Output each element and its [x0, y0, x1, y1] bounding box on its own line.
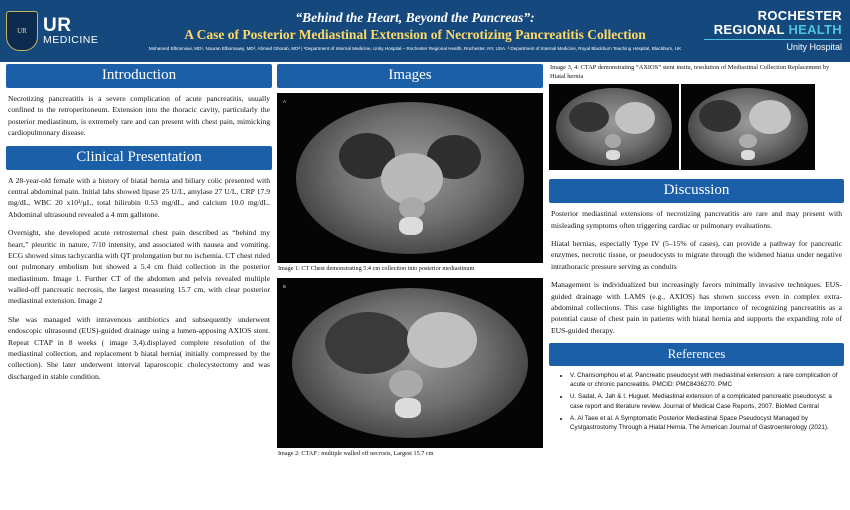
ur-wordmark-line1: UR — [43, 14, 72, 36]
discussion-paragraph-1: Posterior mediastinal extensions of necrotizing pancreatitis are rare and may present with misleading symptoms often triggering cardiac or pulmonary evaluations. — [551, 209, 842, 230]
ur-medicine-logo — [6, 5, 138, 57]
poster-header — [0, 0, 850, 62]
section-heading-references: References — [549, 343, 844, 366]
ct-image-4 — [681, 84, 815, 170]
poster-authors: Mohamed Elbonnawi, MD¹, Nouran Elbonnawy, MD², Ahmed Ghorab, MD² | ¹Department of Internal Medicine, Unity Hospital – Rochester Regional Health, Rochester, NY, USA. ² Department of Internal Medicine, Royal Blackburn Teaching Hospital, Blackburn, UK — [148, 45, 682, 51]
header-title-block — [138, 10, 692, 52]
ct-images-3-4-row — [549, 84, 844, 170]
poster-title-quote: “Behind the Heart, Beyond the Pancreas”: — [295, 9, 535, 25]
discussion-paragraph-2: Hiatal hernias, especially Type IV (5–15% of cases), can provide a pathway for pancreatic enzymes, necrotic tissue, or pseudocysts to migrate through the widened hiatus under negative intrathoracic pressure serving as conduits — [551, 239, 842, 271]
ur-wordmark-line2: MEDICINE — [43, 34, 99, 47]
poster-title-main: A Case of Posterior Mediastinal Extension of Necrotizing Pancreatitis Collection — [184, 26, 646, 42]
section-heading-discussion: Discussion — [549, 179, 844, 203]
caption-images-3-4: Image 3, 4: CTAP demonstrating “AXIOS” stent insitu, resolution of Mediastinal Collection Replacement by Hiatal hernia — [550, 64, 830, 80]
rrh-line1: ROCHESTER — [757, 8, 842, 24]
references-list — [561, 371, 840, 432]
section-heading-images: Images — [277, 64, 543, 88]
introduction-body: Necrotizing pancreatitis is a severe complication of acute pancreatitis, usually confined to the retroperitoneum. Extension into the thoracic cavity, particularly the posterior mediastinum, is extremely rare and can present with chest pain, mimicking cardiopulmonary disease. — [8, 94, 270, 138]
rrh-line3-text: HEALTH — [788, 22, 842, 38]
caption-image-2: Image 2: CTAP : multiple walled off necrosis, Largest 15.7 cm — [278, 450, 434, 457]
ur-wordmark — [43, 16, 98, 47]
column-right — [549, 64, 844, 435]
ct-image-1: A — [277, 93, 543, 263]
clinical-presentation-paragraph-2: Overnight, she developed acute retrosternal chest pain described as “behind my heart,” pleuritic in nature, 7/10 intensity, and associated with nausea and vomiting. ECG showed sinus tachycardia with QT prolongation but no ischemia. CT chest ruled out pulmonary embolism but showed a 5.4 cm fluid collection in the posterior mediastinum. Image 1. Further CT of the abdomen and pelvis revealed multiple walled-off pancreatic necrosis, the largest measuring 15.7 cm, with clear posterior mediastinal extension. Image 2 — [8, 228, 270, 306]
rrh-divider — [704, 39, 842, 40]
reference-item: • U. Sadat, A. Jah & I. Huguet. Mediastinal extension of a complicated pancreatic pseudocyst: a case report and literature review. Journal of Medical Case Reports, 2007. BioMed Central — [570, 392, 840, 410]
reference-item: • V. Chansomphou et al. Pancreatic pseudocyst with mediastinal extension: a rare complication of acute or chronic pancreatitis. PMCID: PMC8436270. PMC — [570, 371, 840, 389]
rrh-line2 — [692, 23, 842, 37]
ct-image-3 — [549, 84, 679, 170]
reference-item: • A. Al Taee et al. A Symptomatic Posterior Mediastinal Space Pseudocyst Managed by Cystgastrostomy Through a Hiatal Hernia. The American Journal of Gastroenterology (2021). — [570, 414, 840, 432]
ct-image-2: B — [277, 278, 543, 448]
section-heading-introduction: Introduction — [6, 64, 272, 88]
column-left — [6, 64, 272, 389]
caption-image-1: Image 1: CT Chest demonstrating 5.4 cm collection into posterior mediastinum — [278, 265, 475, 272]
ur-shield-icon — [6, 11, 38, 51]
discussion-paragraph-3: Management is individualized but increasingly favors minimally invasive techniques. EUS-guided drainage with LAMS (e.g., AXIOS) has shown success even in complex extra-abdominal collections. This case highlights the importance of recognizing pancreatitis as a potential cause of chest pain in patients with hiatal hernia and supports the expanding role of EUS-guided therapy. — [551, 280, 842, 335]
clinical-presentation-paragraph-3: She was managed with intravenous antibiotics and subsequently underwent endoscopic ultrasound (EUS)-guided drainage using a lumen-apposing AXIOS stent. Repeat CTAP in 8 weeks ( image 3,4).displayed complete resolution of the mediastinal collection, and replacement b hiatal hernia( initially compressed by the collection). She later underwent interval laparoscopic cholecystectomy and was discharged in stable condition. — [8, 314, 270, 381]
section-heading-clinical-presentation: Clinical Presentation — [6, 146, 272, 170]
clinical-presentation-paragraph-1: A 28-year-old female with a history of hiatal hernia and biliary colic presented with central abdominal pain. Initial labs showed lipase 25 U/L, amylase 27 U/L, CRP 17.9 mg/dL, WBC 20 x10³/µL, total bilirubin 0.53 mg/dL, and calcium 10.0 mg/dL. Abdominal ultrasound revealed a 4 mm gallstone. — [8, 175, 270, 219]
rrh-line4: Unity Hospital — [786, 42, 842, 52]
ur-shield-text: UR — [17, 26, 27, 35]
rrh-line2-text: REGIONAL — [713, 22, 785, 38]
rochester-regional-health-logo — [692, 9, 842, 52]
column-middle — [277, 64, 543, 463]
